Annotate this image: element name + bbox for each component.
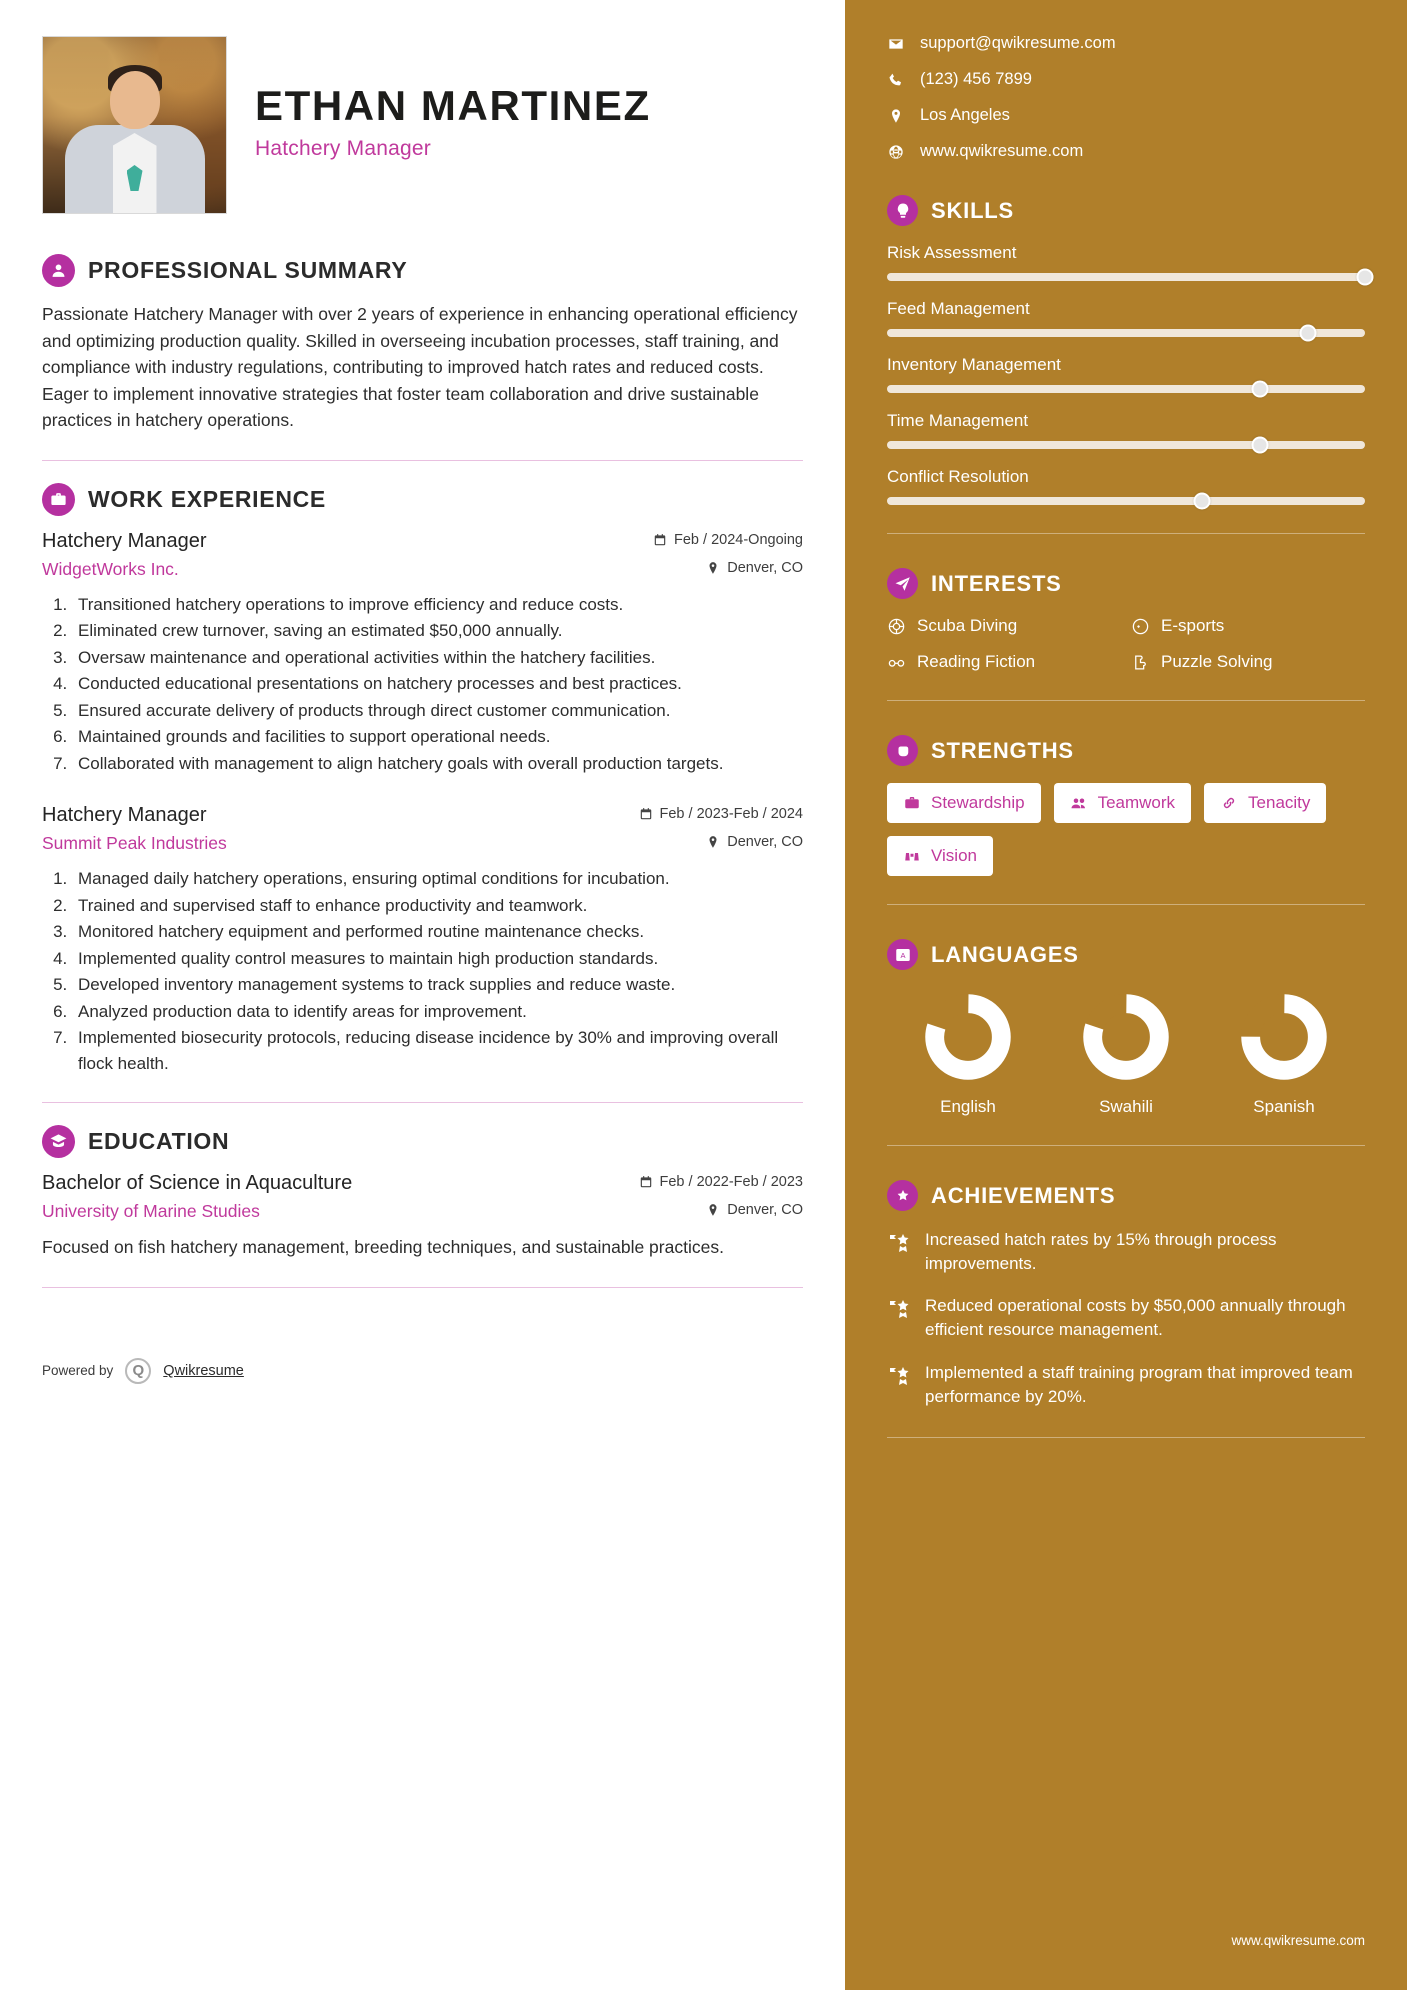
skill-label: Risk Assessment <box>887 243 1017 262</box>
location-pin-icon <box>706 1203 720 1217</box>
puzzle-icon <box>1131 653 1150 672</box>
list-item: 6. Maintained grounds and facilities to support operational needs. <box>72 724 803 750</box>
section-header <box>42 1125 803 1158</box>
list-item: 5. Developed inventory management systems to track supplies and reduce waste. <box>72 972 803 998</box>
job-bullets <box>72 866 803 1076</box>
work-experience-item <box>42 804 803 1076</box>
language-item <box>1051 993 1201 1117</box>
interests-grid <box>887 616 1365 672</box>
divider <box>887 904 1365 905</box>
language-donut-chart <box>924 993 1012 1081</box>
award-star-icon <box>887 1296 911 1320</box>
section-title: ACHIEVEMENTS <box>931 1182 1116 1208</box>
languages-list <box>887 987 1365 1117</box>
interest-item <box>887 652 1121 672</box>
education-item <box>42 1172 803 1260</box>
skill-item <box>887 467 1365 505</box>
interest-label: Reading Fiction <box>917 652 1036 671</box>
interest-label: Scuba Diving <box>917 616 1018 635</box>
interest-item <box>887 616 1121 636</box>
skill-bar <box>887 497 1365 505</box>
summary-text: Passionate Hatchery Manager with over 2 years of experience in enhancing operational efficiency and optimizing production quality. Skilled in overseeing incubation processes, staff training, and compliance with industry regulations, contributing to improved hatch rates and reduced costs. Eager to implement innovative strategies that foster team collaboration and drive sustainable practices in hatchery operations. <box>42 304 798 431</box>
briefcase-user-icon <box>42 483 75 516</box>
contact-location <box>887 106 1365 125</box>
people-icon <box>1070 794 1088 812</box>
job-dates-text: Feb / 2024-Ongoing <box>674 531 803 548</box>
section-title: LANGUAGES <box>931 941 1079 967</box>
strength-label: Teamwork <box>1097 793 1176 812</box>
section-skills <box>887 195 1365 505</box>
lightbulb-icon <box>887 195 918 226</box>
skill-knob <box>1194 493 1211 510</box>
skill-knob <box>1251 437 1268 454</box>
interest-item <box>1131 616 1365 636</box>
section-header <box>887 1180 1365 1211</box>
footer-branding <box>42 1358 803 1418</box>
powered-by-label: Powered by <box>42 1363 114 1379</box>
interest-label: Puzzle Solving <box>1161 652 1273 671</box>
interest-label: E-sports <box>1161 616 1225 635</box>
contact-list <box>887 34 1365 161</box>
section-education <box>42 1125 803 1260</box>
language-donut-chart <box>1082 993 1170 1081</box>
section-title: INTERESTS <box>931 570 1062 596</box>
location-pin-icon <box>706 561 720 575</box>
list-item: 7. Collaborated with management to align hatchery goals with overall production targets. <box>72 751 803 777</box>
achievement-item <box>887 1361 1365 1409</box>
name-block <box>255 36 651 161</box>
list-item: 3. Oversaw maintenance and operational activities within the hatchery facilities. <box>72 645 803 671</box>
job-role: Hatchery Manager <box>42 804 207 827</box>
contact-website-text: www.qwikresume.com <box>920 142 1084 160</box>
contact-email-text: support@qwikresume.com <box>920 34 1116 52</box>
section-achievements <box>887 1180 1365 1409</box>
skill-label: Conflict Resolution <box>887 467 1029 486</box>
contact-email[interactable] <box>887 34 1365 53</box>
contact-phone[interactable] <box>887 70 1365 89</box>
job-dates <box>639 806 804 822</box>
contact-website[interactable] <box>887 142 1365 161</box>
list-item: 7. Implemented biosecurity protocols, reducing disease incidence by 30% and improving overall flock health. <box>72 1025 803 1076</box>
skill-label: Inventory Management <box>887 355 1061 374</box>
link-icon <box>1220 794 1238 812</box>
globe-icon <box>887 143 904 160</box>
list-item: 4. Conducted educational presentations on hatchery processes and best practices. <box>72 671 803 697</box>
divider <box>887 1145 1365 1146</box>
strength-item <box>1054 783 1191 823</box>
job-location <box>706 834 803 850</box>
award-star-icon <box>887 1363 911 1387</box>
skill-knob <box>1251 381 1268 398</box>
work-experience-item <box>42 530 803 777</box>
education-location-text: Denver, CO <box>727 1202 803 1219</box>
paper-plane-icon <box>887 568 918 599</box>
skill-label: Time Management <box>887 411 1029 430</box>
skill-bar <box>887 441 1365 449</box>
skill-knob <box>1299 325 1316 342</box>
resume-sidebar <box>845 0 1407 1990</box>
interest-item <box>1131 652 1365 672</box>
location-pin-icon <box>706 835 720 849</box>
list-item: 5. Ensured accurate delivery of products through direct customer communication. <box>72 698 803 724</box>
section-title: STRENGTHS <box>931 737 1074 763</box>
section-professional-summary <box>42 254 803 434</box>
list-item: 4. Implemented quality control measures to maintain high production standards. <box>72 946 803 972</box>
job-role: Hatchery Manager <box>42 529 207 552</box>
skill-item <box>887 411 1365 449</box>
section-title: EDUCATION <box>88 1128 230 1155</box>
star-badge-icon <box>887 1180 918 1211</box>
job-location-text: Denver, CO <box>727 834 803 851</box>
strength-label: Tenacity <box>1248 793 1311 812</box>
page-title: ETHAN MARTINEZ <box>255 82 651 129</box>
translate-icon <box>887 939 918 970</box>
list-item: 6. Analyzed production data to identify areas for improvement. <box>72 999 803 1025</box>
strength-item <box>887 783 1041 823</box>
divider <box>887 1437 1365 1438</box>
qwikresume-link[interactable]: Qwikresume <box>163 1362 244 1379</box>
section-header <box>887 568 1365 599</box>
strengths-list <box>887 783 1365 876</box>
list-item: 1. Managed daily hatchery operations, ensuring optimal conditions for incubation. <box>72 866 803 892</box>
list-item: 1. Transitioned hatchery operations to improve efficiency and reduce costs. <box>72 592 803 618</box>
location-pin-icon <box>887 107 904 124</box>
phone-icon <box>887 71 904 88</box>
job-company: WidgetWorks Inc. <box>42 558 179 579</box>
education-location <box>706 1202 803 1218</box>
graduation-cap-icon <box>42 1125 75 1158</box>
divider <box>887 533 1365 534</box>
section-title: WORK EXPERIENCE <box>88 485 326 512</box>
strength-label: Vision <box>931 846 977 865</box>
svg-text:A: A <box>899 950 906 960</box>
education-degree: Bachelor of Science in Aquaculture <box>42 1172 353 1195</box>
skill-item <box>887 243 1365 281</box>
job-dates-text: Feb / 2023-Feb / 2024 <box>659 806 803 823</box>
job-dates <box>653 532 803 548</box>
section-header <box>887 735 1365 766</box>
contact-location-text: Los Angeles <box>920 106 1010 124</box>
envelope-icon <box>887 35 904 52</box>
job-bullets <box>72 592 803 777</box>
skill-bar <box>887 273 1365 281</box>
gamepad-icon <box>1131 617 1150 636</box>
calendar-icon <box>639 807 653 821</box>
language-item <box>1209 993 1359 1117</box>
header-job-title: Hatchery Manager <box>255 137 431 161</box>
achievement-item <box>887 1228 1365 1276</box>
skill-item <box>887 355 1365 393</box>
list-item: 3. Monitored hatchery equipment and performed routine maintenance checks. <box>72 919 803 945</box>
language-label: Swahili <box>1099 1097 1153 1116</box>
contact-phone-text: (123) 456 7899 <box>920 70 1032 88</box>
section-title: SKILLS <box>931 197 1015 223</box>
calendar-icon <box>639 1175 653 1189</box>
section-title: PROFESSIONAL SUMMARY <box>88 257 408 283</box>
education-description: Focused on fish hatchery management, breeding techniques, and sustainable practices. <box>42 1237 724 1258</box>
achievement-text: Implemented a staff training program that improved team performance by 20%. <box>925 1362 1353 1406</box>
list-item: 2. Eliminated crew turnover, saving an estimated $50,000 annually. <box>72 618 803 644</box>
skill-bar <box>887 329 1365 337</box>
binoculars-icon <box>903 847 921 865</box>
language-label: Spanish <box>1253 1097 1315 1116</box>
divider <box>42 1102 803 1103</box>
skill-knob <box>1357 269 1374 286</box>
resume-header <box>42 36 803 232</box>
glasses-icon <box>887 653 906 672</box>
education-dates-text: Feb / 2022-Feb / 2023 <box>659 1174 803 1191</box>
section-header <box>887 195 1365 226</box>
achievement-item <box>887 1294 1365 1342</box>
section-header <box>42 254 803 287</box>
profile-photo <box>42 36 227 214</box>
user-circle-icon <box>42 254 75 287</box>
list-item: 2. Trained and supervised staff to enhance productivity and teamwork. <box>72 893 803 919</box>
achievement-text: Reduced operational costs by $50,000 annually through efficient resource management. <box>925 1296 1346 1340</box>
scuba-mask-icon <box>887 617 906 636</box>
sidebar-footer-website: www.qwikresume.com <box>1231 1933 1365 1948</box>
language-label: English <box>940 1097 996 1116</box>
job-location <box>706 560 803 576</box>
section-strengths <box>887 735 1365 876</box>
qwikresume-logo-icon: Q <box>125 1358 151 1384</box>
skill-item <box>887 299 1365 337</box>
divider <box>42 1287 803 1288</box>
strength-item <box>1204 783 1326 823</box>
job-location-text: Denver, CO <box>727 559 803 576</box>
divider <box>887 700 1365 701</box>
language-donut-chart <box>1240 993 1328 1081</box>
section-header <box>42 483 803 516</box>
briefcase-icon <box>903 794 921 812</box>
achievement-text: Increased hatch rates by 15% through process improvements. <box>925 1230 1277 1274</box>
award-star-icon <box>887 1230 911 1254</box>
education-dates <box>639 1174 804 1190</box>
skill-bar <box>887 385 1365 393</box>
section-interests <box>887 568 1365 672</box>
calendar-icon <box>653 533 667 547</box>
skill-label: Feed Management <box>887 299 1030 318</box>
fist-icon <box>887 735 918 766</box>
section-work-experience <box>42 483 803 1077</box>
education-school: University of Marine Studies <box>42 1201 260 1222</box>
language-item <box>893 993 1043 1117</box>
job-company: Summit Peak Industries <box>42 833 227 854</box>
divider <box>42 460 803 461</box>
strength-item <box>887 836 993 876</box>
section-header <box>887 939 1365 970</box>
section-languages <box>887 939 1365 1117</box>
strength-label: Stewardship <box>931 793 1025 812</box>
